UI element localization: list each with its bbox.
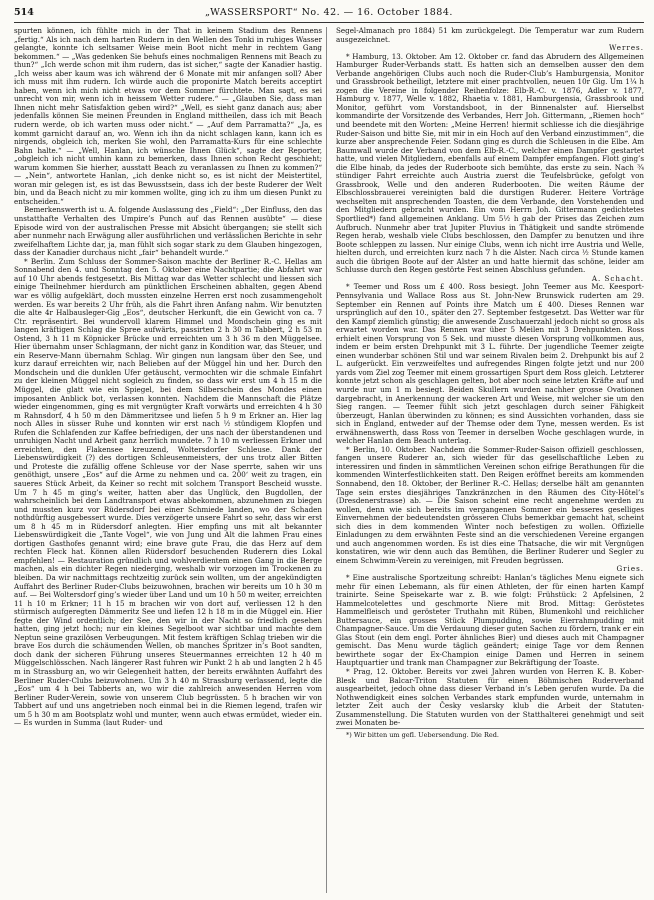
right-column xyxy=(336,27,644,893)
left-column xyxy=(14,27,322,893)
news-item-berlin-nachtpartie: * Berlin. Zum Schluss der Sommer-Saison machte der Berliner R.-C. Hellas am Sonnabend den 4. und Sonntag den 5. Oktober eine Nachtpartie; die Abfahrt war auf 10 Uhr abends festgesetzt. Bis Mittag war das Wetter schlecht und liessen sich einige Theilnehmer hierdurch am pünktlichen Erscheinen abhalten, gegen Abend war es völlig aufgeklärt, doch mussten einzelne Herren erst noch zusammengeholt werden. Es war bereits 2 Uhr früh, als die Fahrt ihren Anfang nahm. Wir benutzten die alte 4r Halbausleger-Gig „Eos“, deutscher Herkunft, die ein Gewicht von ca. 7 Ctr. repräsentirt. Bei wundervoll klarem Himmel und Mondschein ging es mit langen kräftigen Schlag die Spree aufwärts, passirten 2 h 30 m Tabbert, 2 h 53 m Ostend, 3 h 11 m Köpnicker Brücke und erreichten um 3 h 36 m den Müggelsee. Hier übernahm unser Schlagmann, der nicht ganz in Kondition war, das Steuer, und ein Reserve-Mann übernahm Schlag. Wir gingen nun langsam über den See, und kurz darauf erreichten wir, nach Belieben auf der Müggel hin und her. Durch den Mondschein und die dunklen Ufer getäuscht, vermochten wir die schmale Einfahrt zu der kleinen Müggel nicht sogleich zu finden, so dass wir erst um 4 h 15 m die Müggel, die glatt wie ein Spiegel, bei dem Silberschein des Mondes einen imposanten Anblick bot, verlassen konnten. Nachdem die Mannschaft die Plätze wieder eingenommen, ging es mit vergnügter Kraft vorwärts und erreichten 4 h 30 m Rahnsdorf, 4 h 50 m den Dämmeritzsee und liefen 5 h 9 m Erkner an. Hier lag noch Alles in süsser Ruhe und konnten wir erst nach ½ stündigem Klopfen und Rufen die Schlafenden zur Kaffee befriedigen, der uns nach der überstandenen und unruhigen Nacht und Arbeit ganz herrlich mundete. 7 h 10 m verliessen Erkner und erreichten, den Flakensee kreuzend, Woltersdorfer Schleuse. Dank der Liebenswürdigkeit (?) des dortigen Schleusenmeisters, der uns trotz aller Bitten und Proteste die zufällig offene Schleuse vor der Nase sperrte, sahen wir uns genöthigt, unsere „Eos“ auf die Arme zu nehmen und ca. 200‘ weit zu tragen, ein saueres Stück Arbeit, da Keiner so recht mit solchem Transport Bescheid wusste. Um 7 h 45 m ging’s weiter, hatten aber das Unglück, den Bugdollen, der wahrscheinlich bei dem Landtransport etwas abbekommen, abzunehmen zu biegen und mussten kurz vor Rüdersdorf bei einer Schmiede landen, wo der Schaden nothdürftig ausgebessert wurde. Dies verzögerte unsere Fahrt so sehr, dass wir erst um 8 h 45 m in Rüdersdorf anlegten. Hier empfing uns mit alt bekannter Liebenswürdigkeit die „Tante Vogel“, wie von Jung und Alt die lahmen Frau eines dortigen Gasthofes genannt wird; eine brave gute Frau, die das Herz auf dem rechten Fleck hat. Können allen Rüdersdorf besuchenden Ruderern dies Lokal empfehlen! — Restauration gründlich und wohlverdientem einen Gang in die Berge machen, als ein dichter Regen niederging, weshalb wir vorzogen im Trockenen zu bleiben. Da wir nachmittags rechtzeitig zurück sein wollten, um der angekündigten Auffahrt des Berliner Ruder-Clubs beizuwohnen, brachen wir bereits um 10 h 30 m auf. — Bei Woltersdorf ging’s wieder über Land und um 10 h 50 m weiter, erreichten 11 h 10 m Erkner; 11 h 15 m brachen wir von dort auf, verliessen 12 h den stürmisch aufgeregten Dämmeritz See und liefen 12 h 18 m in die Müggel ein. Hier fegte der Wind ordentlich; der See, den wir in der Nacht so friedlich gesehen hatten, ging jetzt hoch; nur ein kleines Segelboot war sichtbar und machte dem Neptun seine grazilösen Verbeugungen. Mit festem kräftigen Schlag trieben wir die brave Eos durch die schäumenden Wellen, ob manches Spritzer in’s Boot sandten, doch dank der sicheren Führung unseres Steuermannes erreichten 12 h 40 m Müggelschlösschen. Nach längerer Rast fuhren wir Punkt 2 h ab und langten 2 h 45 m in Strassburg an, wo wir Gelegenheit hatten, der bereits erwähnten Auffahrt des Berliner Ruder-Clubs beizuwohnen. Um 3 h 40 m Strassburg verlassend, legte die „Eos“ um 4 h bei Tabberts an, wo wir die zahlreich anwesenden Herren vom Berliner Ruder-Verein, sowie von unserem Club begrüssten. 5 h brachen wir von Tabbert auf und uns angetrieben noch einmal bei in die Riemen legend, trafen wir um 5 h 30 m am Bootsplatz wohl und munter, wenn auch etwas ermüdet, wieder ein. — Es wurden in Summa (laut Ruder- und xyxy=(14,256,322,728)
article-paragraph: Bemerkenswerth ist u. A. folgende Auslassung des „Field“: „Der Einfluss, den das unstatthafte Verhalten des Umpire’s Punch auf das Rennen ausübte“ — diese Episode wird von der australischen Presse mit Absicht übergangen; sie stellt sich aber nunmehr nach Erwägung aller ausführlichen und verlässlichen Berichte in sehr zweifelhaftem Lichte dar, ja, man fühlt sich sogar stark zu dem Glauben hingezogen, dass der Kanadier durchaus nicht „fair“ behandelt wurde.“ xyxy=(14,205,322,258)
news-item-berlin-saison: * Berlin, 10. Oktober. Nachdem die Sommer-Ruder-Saison offiziell geschlossen, fangen unsere Ruderer an, sich wieder für das gesellschaftliche Leben zu interessiren und finden in sämmtlichen Vereinen schon eifrige Berathungen für die kommenden Winterfestlichkeiten statt. Den Reigen eröffnet bereits am kommenden Sonnabend, den 18. Oktober, der Berliner R.-C. Hellas; derselbe hält am genannten Tage sein erstes diesjähriges Tanzkränzchen in den Räumen des City-Hôtel’s (Dresdenerstrasse) ab. — Die Saison scheint eine recht angenehme werden zu wollen, denn wie sich bereits im vergangenen Sommer ein besseres geselliges Einvernehmen der bedeutendsten grösseren Clubs bemerkbar gemacht hat, scheint sich dies in dem kommenden Winter noch befestigen zu wollen. Offizielle Einladungen zu dem erwähnten Feste sind an die verschiedenen Vereine ergangen und auch angenommen worden. Es ist dies eine Thatsache, die wir mit Vergnügen konstatiren, wie wir denn auch das Bemühen, die Berliner Ruderer und Segler zu einem Schwimm-Verein zu vereinigen, mit Freuden begrüssen. xyxy=(336,444,644,565)
page-header xyxy=(14,7,644,23)
author-signature: Werres. xyxy=(609,43,644,53)
author-signature: A. Schacht. xyxy=(591,273,644,283)
news-item-prag: * Prag, 12. Oktober. Bereits vor zwei Jahren wurden von Herren K. B. Kober-Blesk und Balcar-Triton Statuten für einen Böhmischen Ruderverband ausgearbeitet, jedoch ohne dass dieser Verband in’s Leben gerufen wurde. Da die Nothwendigkeit eines solchen Verbandes stark empfunden wurde, unternahm in letzter Zeit auch der Česky veslarsky klub die Arbeit der Statuten-Zusammenstellung. Die Statuten wurden von der Statthalterei genehmigt und seit zwei Monaten be- xyxy=(336,667,644,728)
news-item-teemer-ross: * Teemer und Ross um £ 400. Ross besiegt. John Teemer aus Mc. Keesport-Pennsylvania und Wallace Ross aus St. John-New Brunswick ruderten am 29. September ein Rennen auf Points ihre Match um £ 400. Dieses Rennen war ursprünglich auf den 10., später den 27. September festgesetzt. Das Wetter war für den Kampf ziemlich günstig; die anwesende Zuschauerzahl jedoch nicht so gross als erwartet worden war. Das Rennen war über 5 Meilen mit 3 Drehpunkten. Ross erhielt einen Vorsprung von 5 Sek. und musste diesen Vorsprung vollkommen aus, indem er beim ersten Drehpunkt mit 3 L. führte. Der jugendliche Teemer zeigte einen wunderbar schönen Stil und war seinem Rivalen beim 2. Drehpunkt bis auf 2 L. aufgerückt. Ein verzweifeltes und aufregendes Ringen folgte jetzt und nur 200 yards vom Ziel zog Teemer mit einem grossartigen Spurt dem Ross gleich. Letzterer konnte jetzt schon als geschlagen gelten, bot aber noch seine letzten Kräfte auf und wurde nur um 1 m besiegt. Beiden Skullern wurden nachher grosse Ovationen dargebracht, in Anerkennung der wackeren Art und Weise, mit welcher sie um den Sieg rangen. — Teemer fühlt sich jetzt geschlagen durch seiner Fähigkeit überzeugt, Hanlan überwinden zu können; es sind Aussichten vorhanden, dass sie sich in England, entweder auf der Themse oder dem Tyne, messen werden. Es ist erwähnenswerth, dass Ross von Teemer in derselben Woche geschlagen wurde, in welcher Hanlan dem Beach unterlag. xyxy=(336,282,644,446)
article-paragraph: Segel-Almanach pro 1884) 51 km zurückgelegt. Die Temperatur war zum Rudern ausgezeichnet. xyxy=(336,27,644,44)
header-rule xyxy=(14,22,644,23)
running-title: „WASSERSPORT“ No. 42. — 16. October 1884. xyxy=(205,7,453,18)
footnote: *) Wir bitten um gefl. Uebersendung. Die Red. xyxy=(336,728,644,740)
column-divider xyxy=(326,27,327,893)
author-signature: Gries. xyxy=(616,564,644,574)
page-number: 514 xyxy=(14,7,34,18)
article-paragraph: spurten können, ich fühlte mich in der That in keinem Stadium des Rennens „fertig.“ Als ich nach dem harten Rudern in den Wellen des Tonki in ruhiges Wasser gelangte, konnte ich seltsamer Weise mein Boot nicht mehr in rechtem Gang bekommen.“ — „Was gedenken Sie behufs eines nochmaligen Rennens mit Beach zu thun?“ „Ich werde schon mit ihm rudern, das ist sicher,“ sagte der Kanadier hastig. „Ich weiss aber kaum was ich während der 6 Monate mit mir anfangen soll? Aber ich muss mit ihm rudern. Ich würde auch die proponirte Match bereits acceptirt haben, wenn ich mich nicht etwas vor dem Sommer fürchtete. Man sagt, es sei unrecht von mir, wenn ich in heissem Wetter rudere.“ — „Glauben Sie, dass man Ihnen nicht mehr Satisfaktion geben wird?“ „Well, es sieht ganz danach aus; aber jedenfalls können Sie meinen Freunden in England mittheilen, dass ich mit Beach rudern werde, ob ich warten muss oder nicht.“ — „Auf dem Parramatta?“ „Ja, es kommt garnicht darauf an, wo. Wenn ich ihn da nicht schlagen kann, kann ich es nirgends, obgleich ich, merken Sie wohl, den Parramatta-Kurs für eine schlechte Bahn halte.“ — „Well, Hanlan, ich wünsche Ihnen Glück“, sagte der Reporter, „obgleich ich nicht umhin kann zu bemerken, dass Ihnen schon Recht geschieht; warum kommen Sie hierher, ausstatt Beach zu veranlassen zu Ihnen zu kommen?“ — „Nein“, antwortete Hanlan, „ich denke nicht so, es ist nicht der Meistertitel, woran mir gelegen ist, es ist das Bewusstsein, dass ich der beste Ruderer der Welt bin, und da Beach nicht zu mir kommen wollte, ging ich zu ihm um diesen Punkt zu entscheiden.“ xyxy=(14,27,322,206)
news-item-hamburg: * Hamburg, 13. Oktober. Am 12. Oktober cr. fand das Abrudern des Allgemeinen Hamburger Ruder-Verbands statt. Es hatten sich an demselben ausser den dem Verbande angehörigen Clubs auch noch die Ruder-Club’s Hamburgensia, Monitor und Grassbrook betheiligt, letztere mit einer prachtvollen, neuen 10r Gig. Um 1¼ h zogen die Vereine in folgender Reihenfolze: Elb-R.-C. v. 1876, Adler v. 1877, Hamburg v. 1877, Welle v. 1882, Rhaetia v. 1881, Hamburgensia, Grassbrook und Monitor, geführt vom Vorstandsboot, in der Binnenalster auf. Hierselbst kommandirte der Vorsitzende des Verbandes, Herr Joh. Gittermann, „Riemen hoch“ und beendete mit den Worten: „Meine Herren! hiermit schliesse ich die diesjährige Ruder-Saison und bitte Sie, mit mir in ein Hoch auf den Verband einzustimmen“, die kurze aber ansprechende Feier. Sodann ging es durch die Schleusen in die Elbe. Am Baumwall wurde der Verband von dem Elb-R.-C., welcher einen Dampfer gestartet hatte, und vielen Mitgliedern, ebenfalls auf einem Dampfer empfangen. Flott ging’s die Elbe hinab, da jedes der Ruderboote sich bemühte, das erste zu sein. Nach ¾ stündiger Fahrt erreichte auch Austria zuerst die Teufelsbrücke, gefolgt von Grassbrook, Welle und den anderen Ruderbooten. Die weiten Räume der Elbschlossbrauerei vereinigten bald die durstigen Ruderer. Heitere Vorträge wechselten mit ansprechenden Toasten, die dem Verbande, den Vorstehenden und den Mitgliedern gebracht wurden. Ein vom Herrn Joh. Gittermann gedichtetes Sportlied*) fand allgemeinen Anklang. Um 5½ h gab der Prises das Zeichen zum Aufbruch. Nunmehr aber trat Jupiter Pluvius in Thätigkeit und sandte strömende Regen herab, weshalb viele Clubs beschlossen, den Dampfer zu benutzen und ihre Boote schleppen zu lassen. Nur einige Clubs, wenn ich nicht irre Austria und Welle, hielten durch, und erreichten kurz nach 7 h die Alster. Nach circa ½ Stunde kamen auch die übrigen Boote auf der Alster an und hatte hiermit das schöne, leider am Schlusse durch den Regen gestörte Fest seinen Abschluss gefunden. xyxy=(336,51,644,275)
news-item-australische-sportzeitung: * Eine australische Sportzeitung schreibt: Hanlan’s tägliches Menu eignete sich mehr für einen Lebemann, als für einen Athleten, der für einen harten Kampf trainirte. Seine Speisekarte war z. B. wie folgt: Frühstück: 2 Apfelsinen, 2 Hammelcotelettes und geschmorte Niere mit Brod. Mittag: Geröstetes Hammelfleisch und gerösteter Truthahn mit Rüben, Blumenkohl und reichlicher Buttersauce, ein grosses Stück Plumpudding, sowie Eierrahmpudding mit Champagner-Sauce. Um die Verdauung dieser guten Sachen zu fördern, trank er ein Glas Stout (ein dem engl. Porter ähnliches Bier) und dieses auch mit Champagner gemischt. Das Menu wurde täglich geändert; einige Tage vor dem Rennen bewirthete sogar der Ex-Champion einige Damen und Herren in seinem Hauptquartier und trank man Champagner zur Bekräftigung der Toaste. xyxy=(336,573,644,668)
